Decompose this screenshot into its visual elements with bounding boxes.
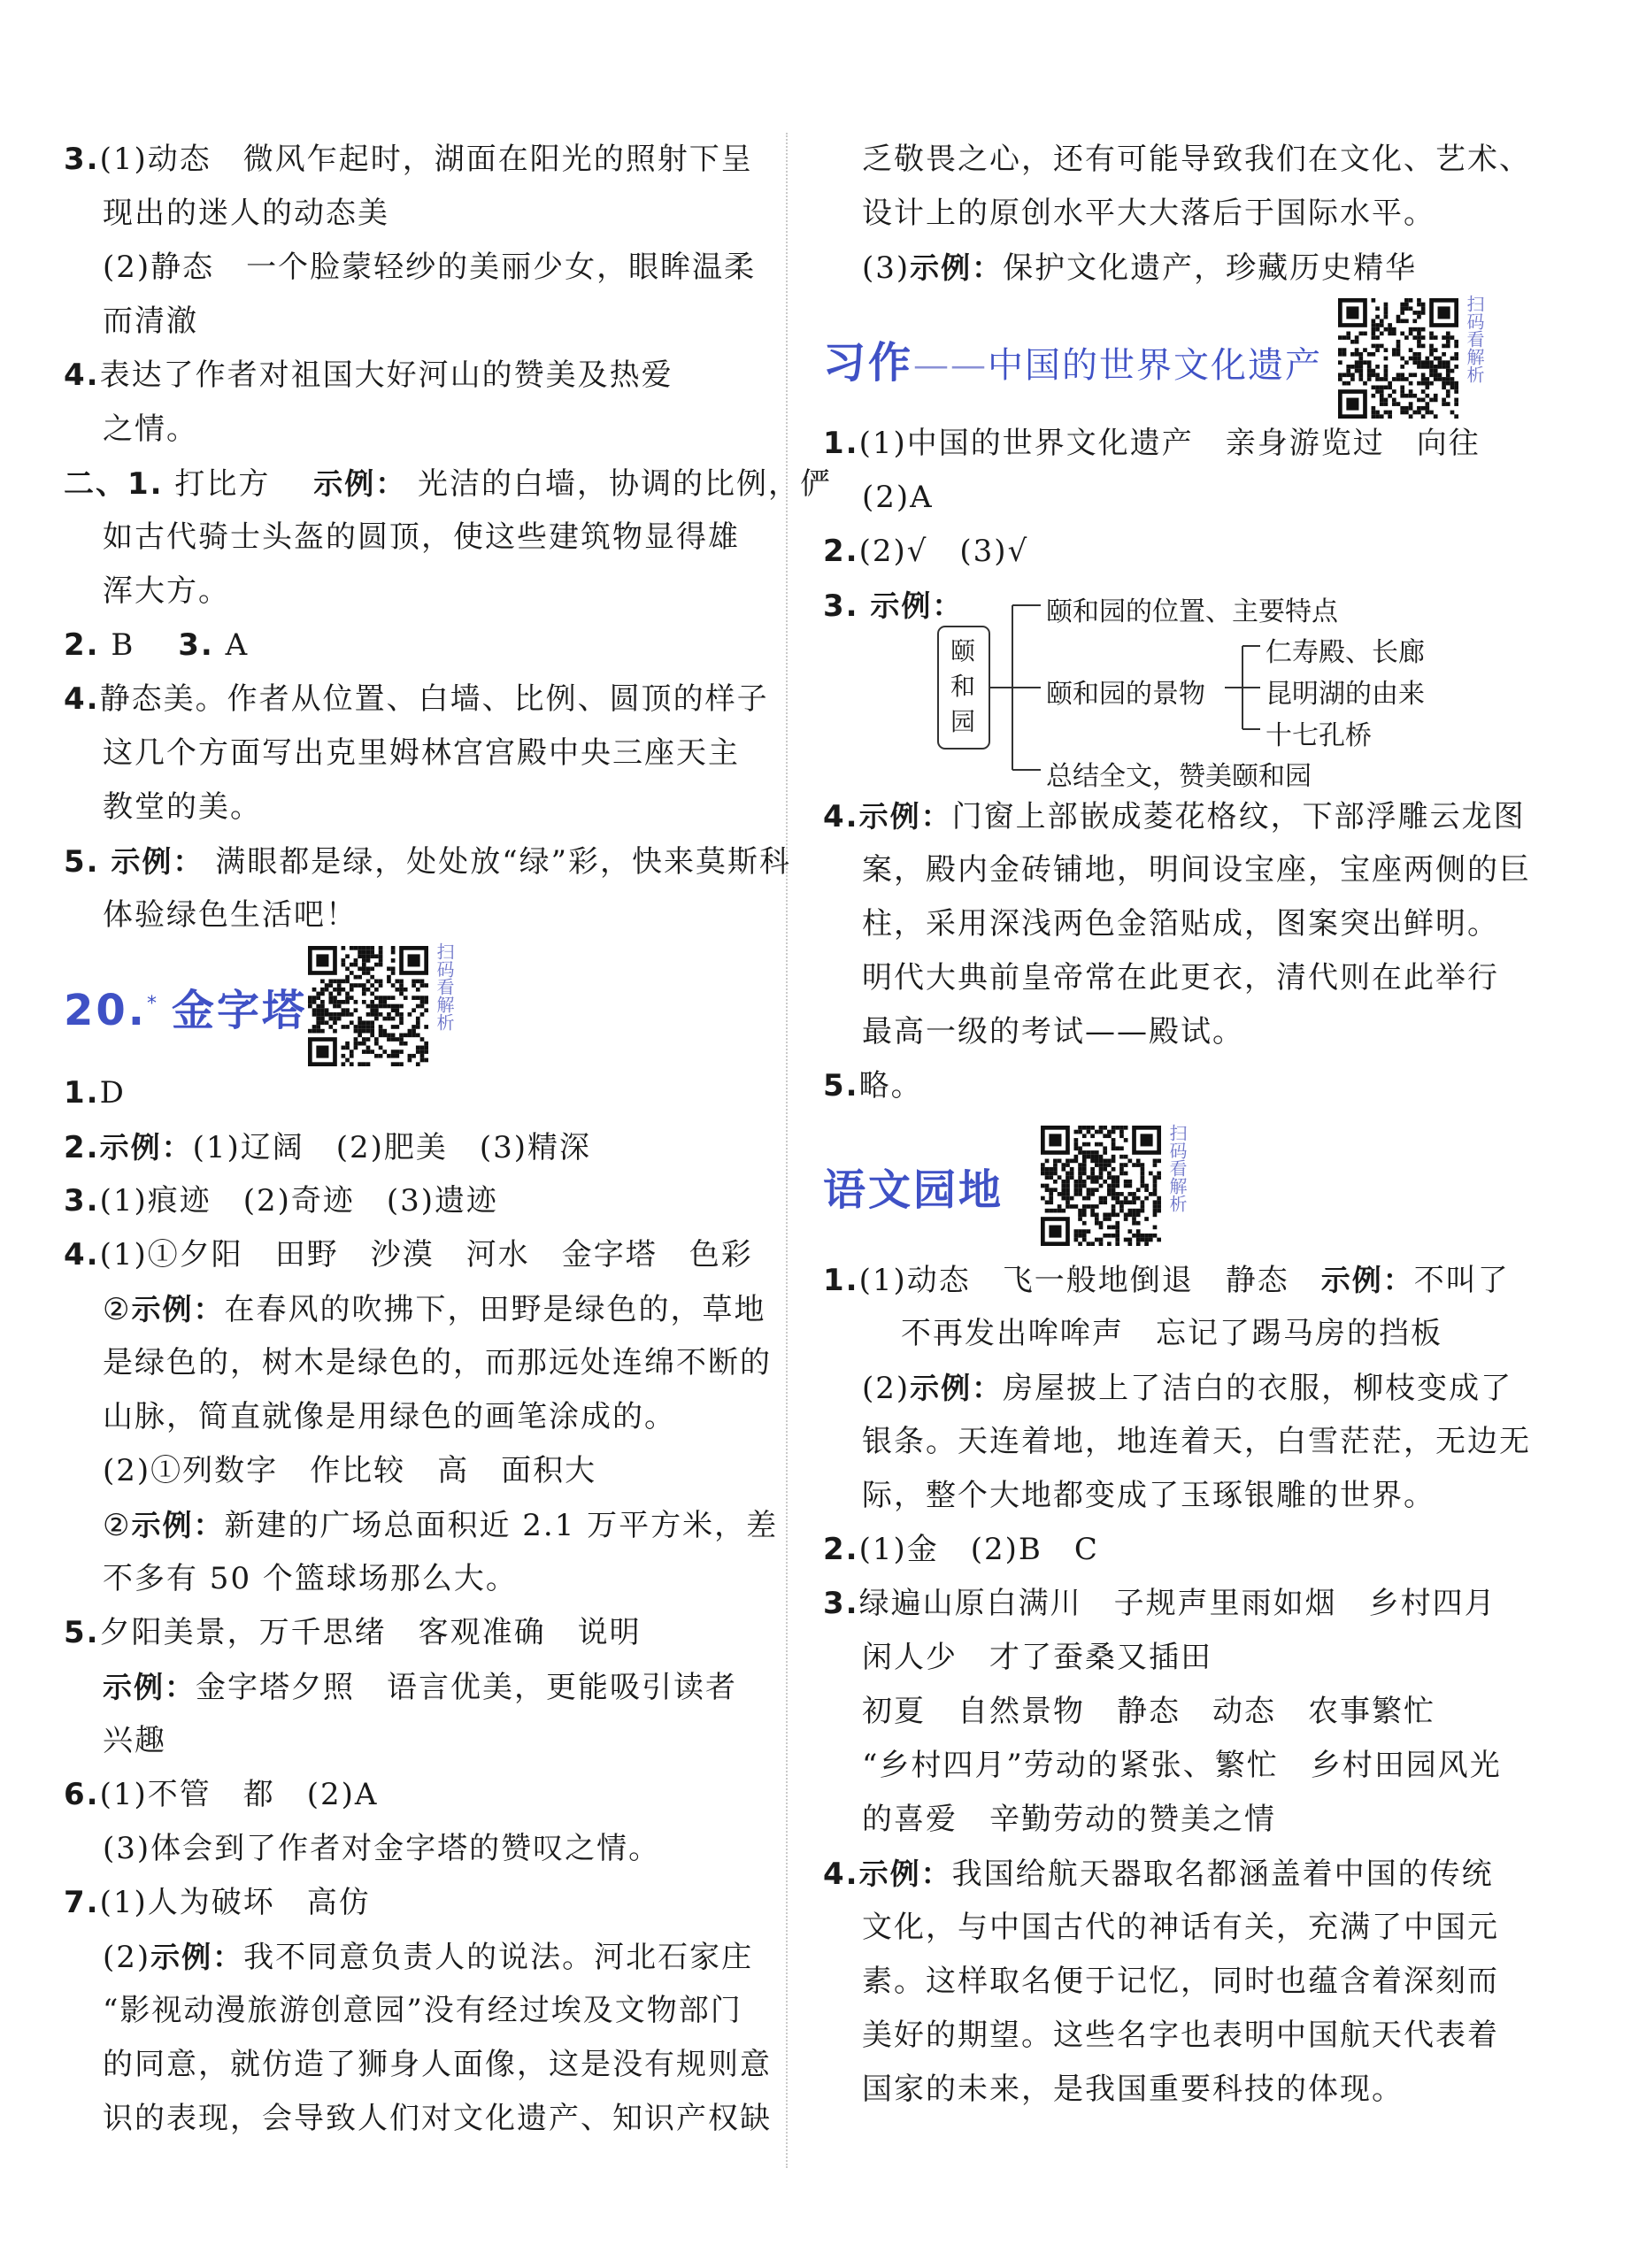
qr-code-icon[interactable] <box>308 946 428 1066</box>
answer-line <box>64 1228 754 1282</box>
answer-text: 现出的迷人的动态美 <box>103 196 389 231</box>
example-label: 示例： <box>103 1670 196 1704</box>
answer-text: 闲人少 才了蚕桑又插田 <box>862 1640 1212 1675</box>
answer-text: (1)动态 微风乍起时，湖面在阳光的照射下呈 <box>99 142 753 177</box>
question-number: 1. <box>64 1075 100 1111</box>
answer-line <box>64 2092 772 2146</box>
qr-code-icon[interactable] <box>1041 1126 1161 1246</box>
answer-line <box>64 888 754 942</box>
answer-line <box>823 1793 1513 1847</box>
answer-text: 初夏 自然景物 静态 动态 农事繁忙 <box>862 1694 1435 1729</box>
answer-text: (2)√ (3)√ <box>858 534 1029 569</box>
answer-text: 教堂的美。 <box>103 789 262 825</box>
root-label: 颐和园 <box>950 636 976 736</box>
question-number: 3. <box>823 1586 859 1621</box>
qr-scan-label: 扫码看解析 <box>1464 295 1485 383</box>
answer-line <box>64 1822 754 1876</box>
section-heading-yuwen <box>823 1113 1513 1253</box>
answer-text: 这几个方面写出克里姆林宫宫殿中央三座天主 <box>103 735 740 771</box>
answer-line <box>64 511 754 565</box>
answer-text: (1)不管 都 (2)A <box>99 1777 379 1812</box>
sub-branch-label: 十七孔桥 <box>1266 720 1372 751</box>
example-label: 示例： <box>131 1508 225 1542</box>
answer-text: 不多有 50 个篮球场那么大。 <box>103 1561 518 1596</box>
answer-line <box>64 1498 779 1552</box>
answer-text: 银条。天连着地，地连着天，白雪茫茫，无边无 <box>862 1424 1531 1459</box>
question-number: 7. <box>64 1885 100 1920</box>
answer-text: 不再发出哞哞声 忘记了踢马房的挡板 <box>901 1316 1443 1351</box>
answer-text: (2) <box>103 1940 151 1975</box>
example-label: 示例： <box>858 1857 952 1891</box>
answer-text: “影视动漫旅游创意园”没有经过埃及文物部门 <box>103 1993 742 2028</box>
answer-line <box>823 1739 1513 1793</box>
answer-line <box>64 619 754 673</box>
answer-text: 保护文化遗产，珍藏历史精华 <box>1003 250 1418 286</box>
answer-text: 国家的未来，是我国重要科技的体现。 <box>862 2072 1404 2107</box>
answer-line <box>823 951 1513 1005</box>
answer-text: 在春风的吹拂下，田野是绿色的，草地 <box>224 1292 766 1327</box>
yuwen-answers <box>823 1253 1531 2117</box>
answer-line <box>823 2063 1513 2117</box>
answer-text: 乏敬畏之心，还有可能导致我们在文化、艺术、 <box>862 142 1531 177</box>
answer-line <box>64 1336 772 1390</box>
section-heading-xizuo <box>823 295 1513 417</box>
answer-line <box>64 2038 772 2092</box>
answer-text: 夕阳美景，万千思绪 客观准确 说明 <box>99 1615 642 1650</box>
xizuo-answers-2 <box>823 789 1531 1113</box>
answer-text: (1)动态 飞一般地倒退 静态 <box>858 1263 1321 1298</box>
answer-line <box>823 1469 1513 1523</box>
answer-text: 房屋披上了洁白的衣服，柳枝变成了 <box>1003 1371 1513 1406</box>
answer-text: (2)A <box>862 480 934 515</box>
answer-line <box>823 1361 1513 1415</box>
answer-text: (2)①列数字 作比较 高 面积大 <box>103 1453 597 1488</box>
answer-line <box>823 241 1513 295</box>
question-number: 5. <box>64 844 100 880</box>
question-number: 2. <box>823 534 859 569</box>
example-label: 示例： <box>150 1940 244 1974</box>
question-number: 二、1. <box>64 466 164 502</box>
answer-line <box>823 525 1513 579</box>
answer-text: 的同意，就仿造了狮身人面像，这是没有规则意 <box>103 2047 772 2082</box>
answer-line <box>64 1606 754 1660</box>
answer-text: (3)体会到了作者对金字塔的赞叹之情。 <box>103 1831 661 1866</box>
question-number: 3. <box>178 627 214 663</box>
answer-line <box>64 1390 754 1444</box>
question-number: 5. <box>64 1615 100 1650</box>
answer-text: ② <box>103 1508 132 1543</box>
answer-line <box>823 1059 1513 1113</box>
answer-line <box>64 295 754 349</box>
answer-line <box>823 1685 1513 1739</box>
answer-line <box>823 1901 1513 1955</box>
answer-text: 兴趣 <box>103 1723 166 1758</box>
answers-block-1 <box>64 133 757 457</box>
example-label: 示例： <box>99 1130 193 1165</box>
answer-text: (2)静态 一个脸蒙轻纱的美丽少女，眼眸温柔 <box>103 250 757 285</box>
answer-line <box>64 349 754 403</box>
answer-text: 我国给航天器取名都涵盖着中国的传统 <box>951 1857 1494 1892</box>
answer-line <box>64 1174 754 1228</box>
answer-text: 素。这样取名便于记忆，同时也蕴含着深刻而 <box>862 1964 1499 1999</box>
answer-line <box>823 1847 1513 1901</box>
answer-text: 光洁的白墙，协调的比例，俨 <box>418 466 833 502</box>
answer-line <box>823 187 1513 241</box>
answer-text: 是绿色的，树木是绿色的，而那远处连绵不断的 <box>103 1345 772 1380</box>
question-number: 4. <box>823 1857 859 1892</box>
answer-line <box>64 241 757 295</box>
continued-answers <box>823 133 1531 295</box>
answer-text: 最高一级的考试——殿试。 <box>862 1014 1244 1049</box>
answer-text: 山脉，简直就像是用绿色的画笔涂成的。 <box>103 1399 676 1434</box>
answer-text: 文化，与中国古代的神话有关，充满了中国元 <box>862 1910 1499 1945</box>
answer-text: 设计上的原创水平大大落后于国际水平。 <box>862 196 1435 231</box>
answer-text: “乡村四月”劳动的紧张、繁忙 乡村田园风光 <box>862 1748 1502 1783</box>
answer-text: 打比方 <box>174 466 303 502</box>
answer-line <box>64 403 754 457</box>
qr-code-icon[interactable] <box>1338 298 1458 419</box>
answer-text: 的喜爱 辛勤劳动的赞美之情 <box>862 1802 1276 1837</box>
answer-line <box>823 1955 1513 2009</box>
question-number: 3. <box>64 1183 100 1219</box>
answer-line <box>64 834 791 888</box>
answer-text: 而清澈 <box>103 304 198 339</box>
sub-branch-label: 昆明湖的由来 <box>1266 679 1425 710</box>
answer-line <box>64 673 769 727</box>
question-number: 6. <box>64 1777 100 1812</box>
answer-line <box>64 1660 754 1714</box>
question-number: 1. <box>823 1263 859 1298</box>
answer-text: (2) <box>862 1371 911 1406</box>
answer-text: 柱，采用深浅两色金箔贴成，图案突出鲜明。 <box>862 906 1499 942</box>
answer-text: (1)辽阔 (2)肥美 (3)精深 <box>192 1130 592 1165</box>
answer-line <box>64 780 754 834</box>
answers-block-3 <box>64 673 769 834</box>
answer-text: (3) <box>862 250 911 286</box>
answer-line <box>823 1307 1513 1361</box>
answer-text: 略。 <box>858 1068 923 1103</box>
answer-line <box>823 1415 1531 1469</box>
answer-line <box>823 417 1513 471</box>
example-label: 示例： <box>1320 1263 1414 1297</box>
section-title: 语文园地 <box>823 1165 1004 1215</box>
answer-text: 浑大方。 <box>103 573 230 609</box>
yiheyuan-structure-diagram <box>823 579 1513 792</box>
answer-line <box>64 1444 754 1498</box>
answer-text: ② <box>103 1292 132 1327</box>
section-20-answers <box>64 1066 779 2146</box>
answer-text: 际，整个大地都变成了玉琢银雕的世界。 <box>862 1478 1435 1513</box>
answer-text: 静态美。作者从位置、白墙、比例、圆顶的样子 <box>99 681 769 717</box>
answer-line <box>64 457 833 511</box>
answer-line <box>823 471 1513 525</box>
answer-line <box>64 1984 754 2038</box>
question-number: 3. <box>823 588 859 624</box>
answer-text: (1)金 (2)B C <box>858 1532 1099 1567</box>
answer-text: 如古代骑士头盔的圆顶，使这些建筑物显得雄 <box>103 519 740 555</box>
answer-text: D <box>99 1075 126 1111</box>
answer-line <box>823 1005 1513 1059</box>
answer-line <box>64 1714 754 1768</box>
question-number: 4. <box>64 357 100 393</box>
answer-line <box>64 187 754 241</box>
answer-line <box>823 789 1526 843</box>
answer-line <box>823 1631 1513 1685</box>
answer-line <box>64 133 754 187</box>
answer-line <box>64 1876 754 1930</box>
column-divider <box>786 133 788 2168</box>
answer-text: 金字塔夕照 语言优美，更能吸引读者 <box>196 1670 737 1705</box>
answer-text: 案，殿内金砖铺地，明间设宝座，宝座两侧的巨 <box>862 852 1531 888</box>
answer-text: 满眼都是绿，处处放“绿”彩，快来莫斯科 <box>215 844 791 880</box>
answer-text: 美好的期望。这些名字也表明中国航天代表着 <box>862 2018 1499 2053</box>
answer-text: (1)①夕阳 田野 沙漠 河水 金字塔 色彩 <box>99 1237 753 1272</box>
branch-label: 颐和园的景物 <box>1046 679 1205 710</box>
answer-line <box>823 1577 1513 1631</box>
answer-text: (1)痕迹 (2)奇迹 (3)遗迹 <box>99 1183 499 1219</box>
example-label: 示例： <box>870 588 964 623</box>
answer-line <box>64 1930 754 1984</box>
answer-text: 表达了作者对祖国大好河山的赞美及热爱 <box>99 357 673 393</box>
answer-text: 不叫了 <box>1413 1263 1510 1298</box>
answer-line <box>64 1768 754 1822</box>
qr-scan-label: 扫码看解析 <box>434 942 455 1031</box>
example-label: 示例： <box>131 1292 225 1326</box>
question-number: 2. <box>64 627 100 663</box>
example-label: 示例： <box>111 844 204 879</box>
example-label: 示例： <box>858 799 952 834</box>
section-heading-20 <box>64 942 754 1066</box>
answer-line <box>64 1120 754 1174</box>
question-number: 4. <box>64 681 100 717</box>
answer-text: 新建的广场总面积近 2.1 万平方米，差 <box>224 1508 779 1543</box>
answer-line <box>823 2009 1513 2063</box>
branch-label: 总结全文，赞美颐和园 <box>1046 761 1312 792</box>
answer-line <box>823 1253 1513 1307</box>
answer-text: 绿遍山原白满川 子规声里雨如烟 乡村四月 <box>858 1586 1496 1621</box>
left-column <box>64 133 833 2146</box>
answer-text: 体验绿色生活吧！ <box>103 897 358 933</box>
qr-scan-label: 扫码看解析 <box>1166 1124 1188 1212</box>
question-number: 2. <box>64 1130 100 1165</box>
branch-label: 颐和园的位置、主要特点 <box>1046 596 1338 627</box>
answer-line <box>64 727 754 780</box>
example-label: 示例： <box>910 250 1004 285</box>
answer-line <box>823 1523 1513 1577</box>
sub-branch-label: 仁寿殿、长廊 <box>1266 637 1425 668</box>
question-number: 4. <box>64 1237 100 1272</box>
question-number: 4. <box>823 799 859 834</box>
answer-text: (1)人为破坏 高仿 <box>99 1885 371 1920</box>
question-number: 2. <box>823 1532 859 1567</box>
section-title: 20.* 金字塔 <box>64 986 308 1035</box>
section-title: 习作——中国的世界文化遗产 <box>823 338 1323 388</box>
answer-text: 门窗上部嵌成菱花格纹，下部浮雕云龙图 <box>951 799 1526 834</box>
answer-text: 明代大典前皇帝常在此更衣，清代则在此举行 <box>862 960 1499 996</box>
answer-line <box>823 897 1513 951</box>
answer-text: (1)中国的世界文化遗产 亲身游览过 向往 <box>858 426 1481 461</box>
xizuo-answers <box>823 417 1513 579</box>
answer-text: 之情。 <box>103 411 198 447</box>
example-label: 示例： <box>910 1371 1004 1405</box>
answer-text: 识的表现，会导致人们对文化遗产、知识产权缺 <box>103 2101 772 2136</box>
example-label: 示例： <box>313 466 407 501</box>
answer-line <box>64 1282 766 1336</box>
question-number: 5. <box>823 1068 859 1103</box>
answer-line <box>823 843 1531 897</box>
question-number: 1. <box>823 426 859 461</box>
answer-text: 我不同意负责人的说法。河北石家庄 <box>243 1940 754 1975</box>
answer-text: A <box>225 627 250 663</box>
answer-line <box>64 565 754 619</box>
answer-text: B <box>111 627 167 663</box>
answer-line <box>64 1552 754 1606</box>
question-number: 3. <box>64 142 100 177</box>
answer-line <box>823 133 1531 187</box>
answer-line <box>64 1066 754 1120</box>
right-column <box>823 133 1531 2117</box>
